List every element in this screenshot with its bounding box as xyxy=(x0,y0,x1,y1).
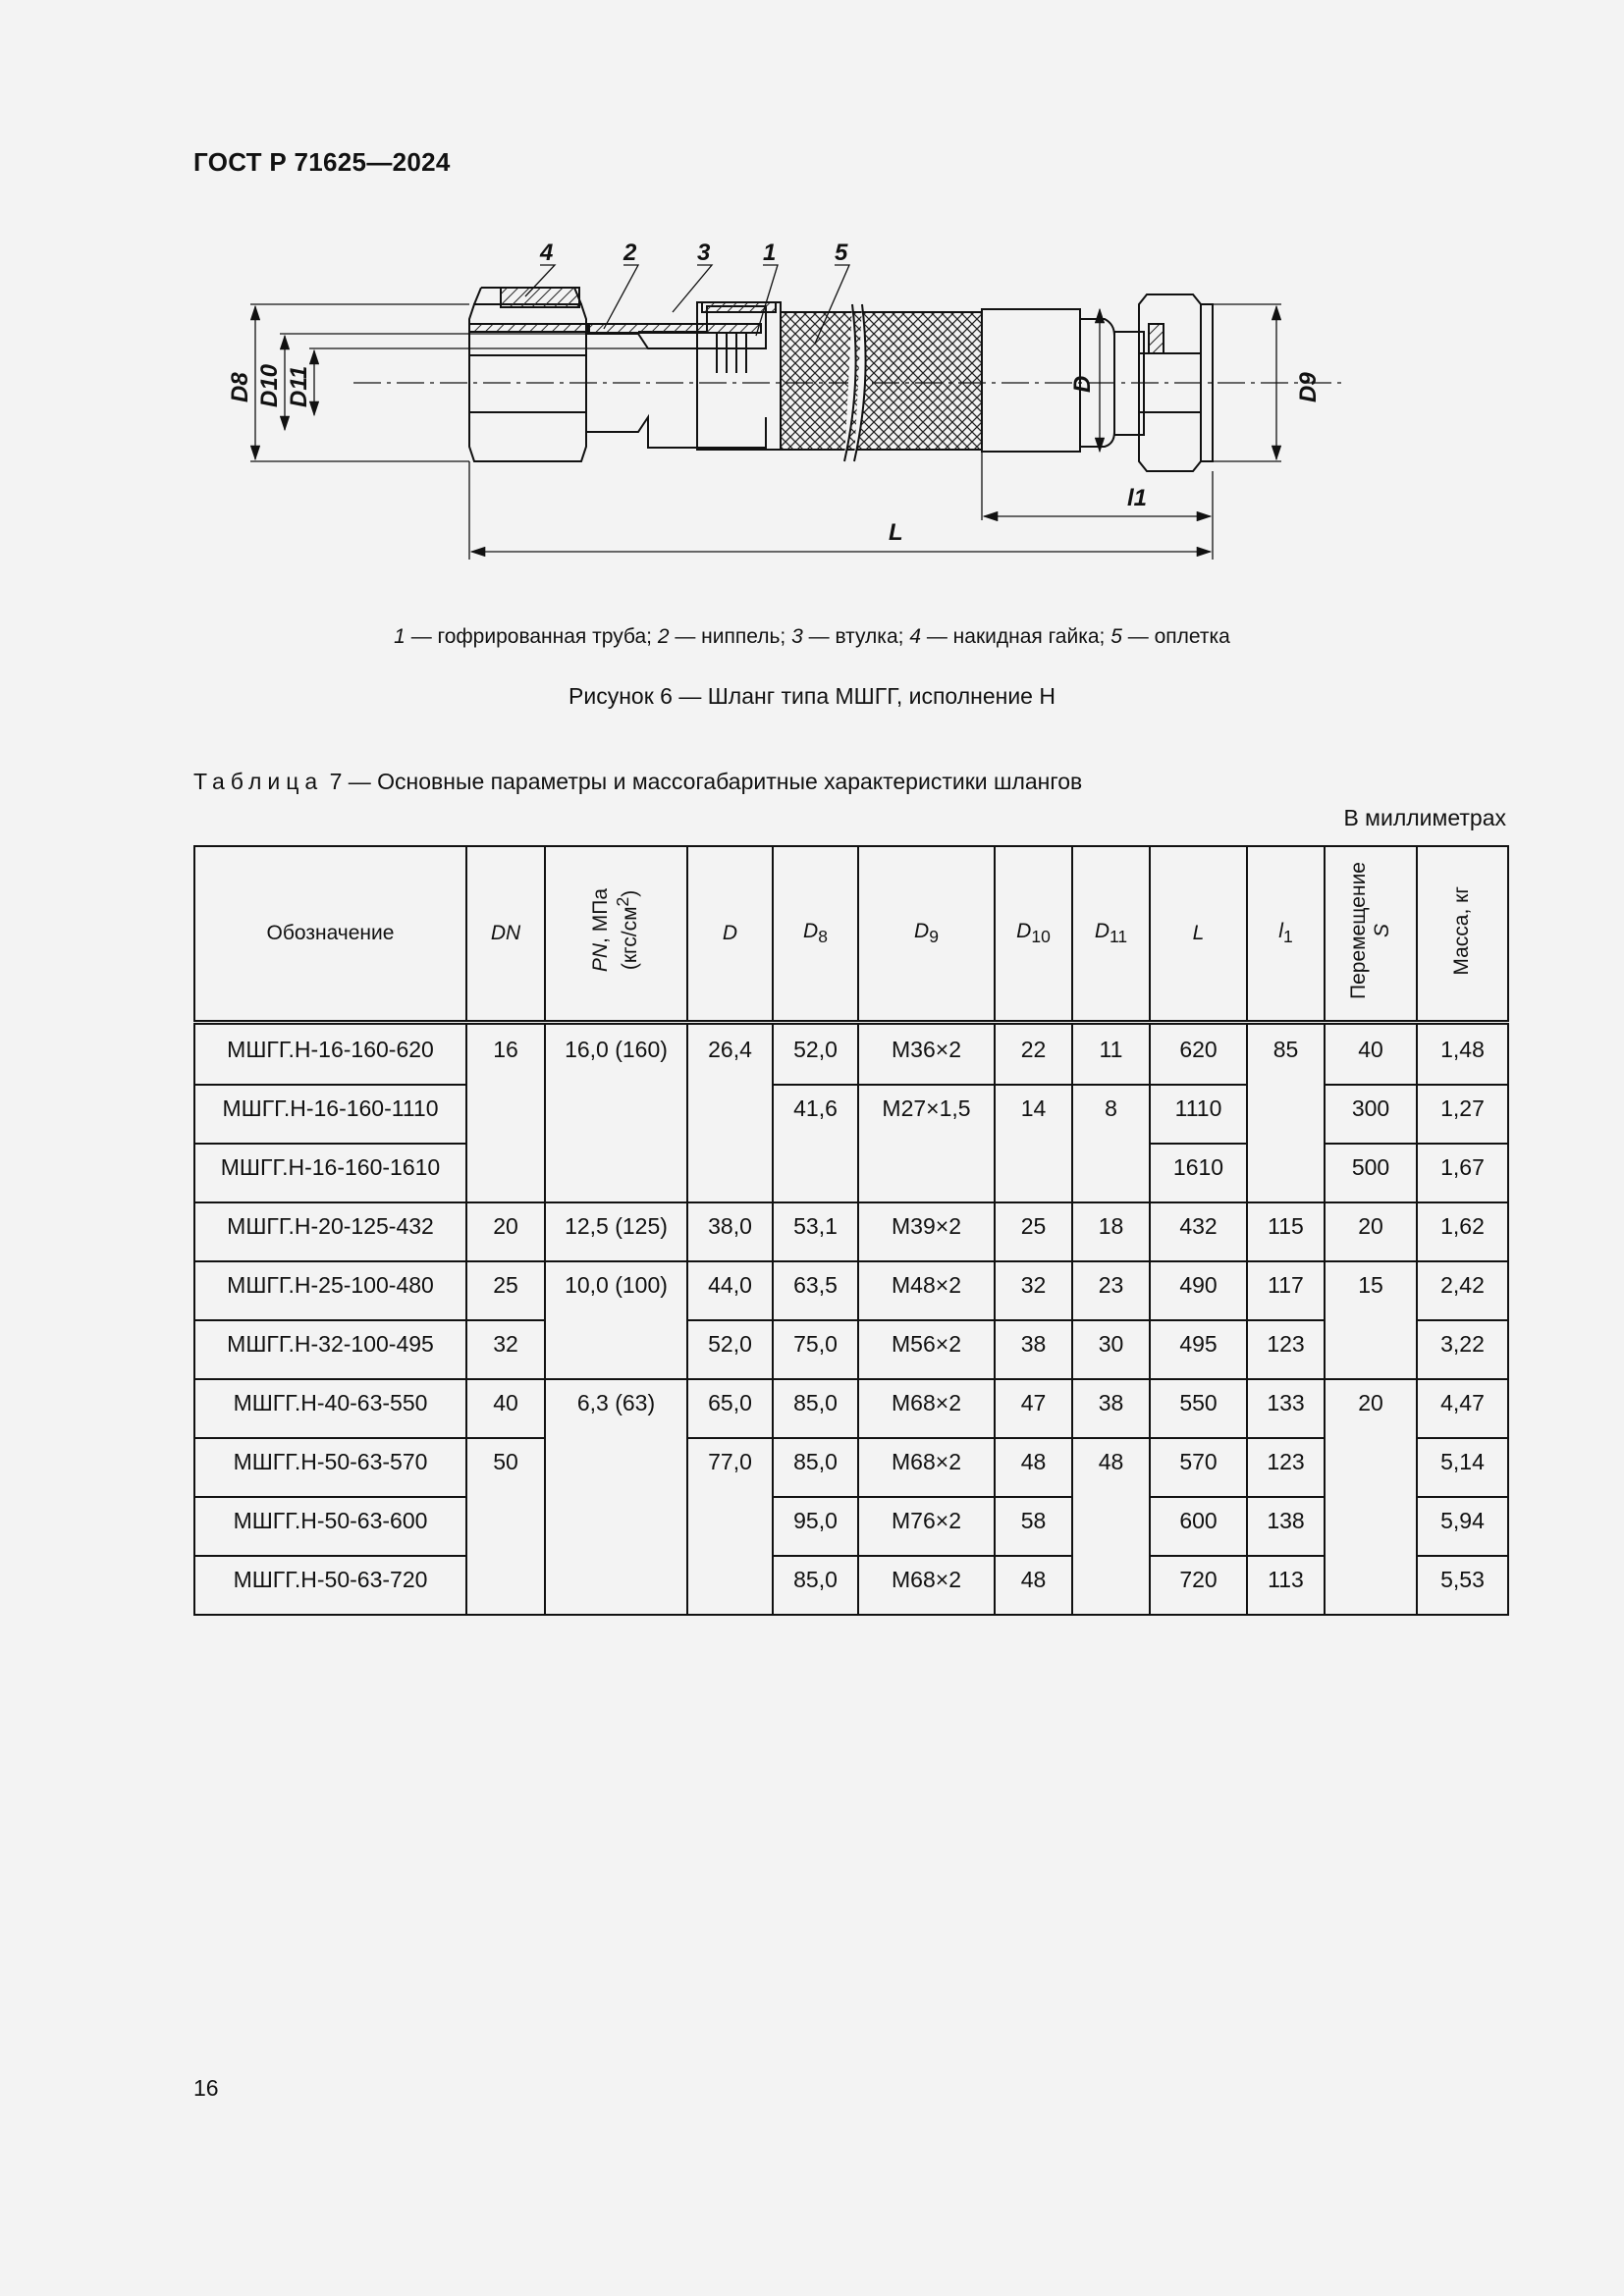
cell-d10: 32 xyxy=(995,1261,1072,1320)
legend-num-4: 4 xyxy=(909,625,921,648)
th-l1 xyxy=(1247,846,1325,1023)
th-d11 xyxy=(1072,846,1150,1023)
table-row xyxy=(194,1556,1508,1615)
cell-name: МШГГ.Н-32-100-495 xyxy=(194,1320,466,1379)
th-d8-sub: 8 xyxy=(818,927,828,947)
cell-name: МШГГ.Н-50-63-600 xyxy=(194,1497,466,1556)
figure-legend xyxy=(0,625,1624,649)
cell-d: 26,4 xyxy=(687,1023,773,1203)
callout-2: 2 xyxy=(623,240,637,266)
braided-hose xyxy=(781,312,982,450)
cell-l1: 133 xyxy=(1247,1379,1325,1438)
cell-d10: 48 xyxy=(995,1438,1072,1497)
legend-num-1: 1 xyxy=(394,625,406,648)
cell-l1: 123 xyxy=(1247,1320,1325,1379)
dim-d9: D9 xyxy=(1295,372,1322,402)
cell-l: 432 xyxy=(1150,1202,1247,1261)
cell-mass: 1,62 xyxy=(1417,1202,1508,1261)
legend-num-2: 2 xyxy=(657,625,670,648)
cell-d11: 30 xyxy=(1072,1320,1150,1379)
cell-d10: 47 xyxy=(995,1379,1072,1438)
cell-s: 40 xyxy=(1325,1023,1417,1086)
cell-d9: М36×2 xyxy=(858,1023,995,1086)
th-d10-sub: 10 xyxy=(1031,927,1051,947)
right-fitting xyxy=(982,309,1080,452)
dim-d11: D11 xyxy=(286,365,312,407)
table-row xyxy=(194,1320,1508,1379)
legend-num-3: 3 xyxy=(791,625,803,648)
cell-d8: 95,0 xyxy=(773,1497,858,1556)
cell-pn: 16,0 (160) xyxy=(545,1023,687,1203)
table-row xyxy=(194,1438,1508,1497)
cell-d8: 85,0 xyxy=(773,1438,858,1497)
th-d9-base: D xyxy=(914,919,930,942)
cell-dn: 20 xyxy=(466,1202,545,1261)
cell-dn: 50 xyxy=(466,1438,545,1615)
cell-d10: 58 xyxy=(995,1497,1072,1556)
th-d9-sub: 9 xyxy=(929,927,939,947)
cell-l: 620 xyxy=(1150,1023,1247,1086)
cell-d9: М56×2 xyxy=(858,1320,995,1379)
th-d11-base: D xyxy=(1094,919,1110,942)
cell-d11: 38 xyxy=(1072,1379,1150,1438)
cell-pn: 6,3 (63) xyxy=(545,1379,687,1615)
th-movement-line2: S xyxy=(1371,923,1393,937)
figure-caption: Рисунок 6 — Шланг типа МШГГ, исполнение Н xyxy=(568,683,1056,709)
cell-mass: 3,22 xyxy=(1417,1320,1508,1379)
cell-name: МШГГ.Н-20-125-432 xyxy=(194,1202,466,1261)
legend-text-2: — ниппель; xyxy=(669,625,792,648)
legend-text-3: — втулка; xyxy=(802,625,910,648)
cell-d: 52,0 xyxy=(687,1320,773,1379)
cell-mass: 5,94 xyxy=(1417,1497,1508,1556)
cell-d: 77,0 xyxy=(687,1438,773,1615)
cell-l: 550 xyxy=(1150,1379,1247,1438)
cell-d8: 53,1 xyxy=(773,1202,858,1261)
dim-d: D xyxy=(1069,375,1096,393)
th-d8 xyxy=(773,846,858,1023)
th-l1-base: l xyxy=(1278,919,1283,942)
callout-5: 5 xyxy=(835,240,848,266)
dim-l: L xyxy=(889,519,903,546)
th-l: L xyxy=(1150,846,1247,1023)
cell-d10: 22 xyxy=(995,1023,1072,1086)
legend-text-1: — гофрированная труба; xyxy=(405,625,658,648)
cell-l: 1610 xyxy=(1150,1144,1247,1202)
cell-mass: 1,27 xyxy=(1417,1085,1508,1144)
table-row xyxy=(194,1261,1508,1320)
th-d9 xyxy=(858,846,995,1023)
cell-d11: 48 xyxy=(1072,1438,1150,1615)
cell-d11: 8 xyxy=(1072,1085,1150,1202)
cell-l: 570 xyxy=(1150,1438,1247,1497)
cell-dn: 16 xyxy=(466,1023,545,1203)
th-pn xyxy=(545,846,687,1023)
cell-mass: 1,67 xyxy=(1417,1144,1508,1202)
cell-name: МШГГ.Н-16-160-620 xyxy=(194,1023,466,1086)
th-d10-base: D xyxy=(1016,919,1032,942)
cell-dn: 40 xyxy=(466,1379,545,1438)
cell-d9: М76×2 xyxy=(858,1497,995,1556)
table-title-prefix: Таблица xyxy=(193,769,324,794)
cell-l: 490 xyxy=(1150,1261,1247,1320)
cell-l1: 115 xyxy=(1247,1202,1325,1261)
callout-3: 3 xyxy=(697,240,711,266)
cell-s: 15 xyxy=(1325,1261,1417,1379)
document-header: ГОСТ Р 71625—2024 xyxy=(193,147,451,177)
cell-name: МШГГ.Н-25-100-480 xyxy=(194,1261,466,1320)
th-dn: DN xyxy=(466,846,545,1023)
parameters-table xyxy=(193,845,1509,1616)
cell-d: 65,0 xyxy=(687,1379,773,1438)
cell-mass: 5,14 xyxy=(1417,1438,1508,1497)
cell-d9: М39×2 xyxy=(858,1202,995,1261)
th-d: D xyxy=(687,846,773,1023)
cell-d8: 85,0 xyxy=(773,1379,858,1438)
cell-d10: 14 xyxy=(995,1085,1072,1202)
cell-d8: 75,0 xyxy=(773,1320,858,1379)
cell-mass: 2,42 xyxy=(1417,1261,1508,1320)
cell-s: 300 xyxy=(1325,1085,1417,1144)
cell-mass: 5,53 xyxy=(1417,1556,1508,1615)
dim-d10: D10 xyxy=(256,363,283,407)
cell-l1: 85 xyxy=(1247,1023,1325,1203)
cell-d9: М48×2 xyxy=(858,1261,995,1320)
th-pn-sup: 2 xyxy=(613,897,633,908)
table-units: В миллиметрах xyxy=(1343,805,1506,830)
cell-name: МШГГ.Н-50-63-720 xyxy=(194,1556,466,1615)
legend-num-5: 5 xyxy=(1110,625,1122,648)
cell-l1: 113 xyxy=(1247,1556,1325,1615)
cell-name: МШГГ.Н-16-160-1610 xyxy=(194,1144,466,1202)
cell-l: 720 xyxy=(1150,1556,1247,1615)
cell-l1: 123 xyxy=(1247,1438,1325,1497)
table-row xyxy=(194,1023,1508,1086)
th-pn-line2: (кгс/см xyxy=(619,907,642,971)
legend-text-4: — накидная гайка; xyxy=(921,625,1111,648)
table-row xyxy=(194,1497,1508,1556)
cell-d8: 41,6 xyxy=(773,1085,858,1202)
cell-d11: 11 xyxy=(1072,1023,1150,1086)
cell-l1: 138 xyxy=(1247,1497,1325,1556)
cell-s: 20 xyxy=(1325,1379,1417,1615)
cell-d10: 25 xyxy=(995,1202,1072,1261)
th-d10 xyxy=(995,846,1072,1023)
hose-drawing xyxy=(227,226,1365,569)
th-mass xyxy=(1417,846,1508,1023)
cell-name: МШГГ.Н-40-63-550 xyxy=(194,1379,466,1438)
cell-dn: 25 xyxy=(466,1261,545,1320)
cell-d8: 52,0 xyxy=(773,1023,858,1086)
cell-s: 500 xyxy=(1325,1144,1417,1202)
cell-pn: 12,5 (125) xyxy=(545,1202,687,1261)
cell-name: МШГГ.Н-16-160-1110 xyxy=(194,1085,466,1144)
th-designation: Обозначение xyxy=(194,846,466,1023)
cell-pn: 10,0 (100) xyxy=(545,1261,687,1379)
th-pn-close: ) xyxy=(619,890,642,898)
table-title-rest: 7 — Основные параметры и массогабаритные характеристики шлангов xyxy=(323,769,1083,794)
table-title xyxy=(193,769,1082,795)
cell-mass: 4,47 xyxy=(1417,1379,1508,1438)
cell-d: 38,0 xyxy=(687,1202,773,1261)
dim-d8: D8 xyxy=(227,372,253,402)
cell-l: 1110 xyxy=(1150,1085,1247,1144)
table-row xyxy=(194,1379,1508,1438)
cell-d9: М68×2 xyxy=(858,1379,995,1438)
cell-mass: 1,48 xyxy=(1417,1023,1508,1086)
cell-d: 44,0 xyxy=(687,1261,773,1320)
th-l1-sub: 1 xyxy=(1282,927,1293,947)
cell-d10: 38 xyxy=(995,1320,1072,1379)
cell-d9: М27×1,5 xyxy=(858,1085,995,1202)
cell-l: 600 xyxy=(1150,1497,1247,1556)
th-mass-label: Масса, кг xyxy=(1450,885,1474,976)
th-movement-line1: Перемещение xyxy=(1346,862,1370,999)
th-d8-base: D xyxy=(803,919,819,942)
cell-d8: 63,5 xyxy=(773,1261,858,1320)
cell-name: МШГГ.Н-50-63-570 xyxy=(194,1438,466,1497)
cell-d11: 18 xyxy=(1072,1202,1150,1261)
cell-d8: 85,0 xyxy=(773,1556,858,1615)
cell-l: 495 xyxy=(1150,1320,1247,1379)
th-movement xyxy=(1325,846,1417,1023)
dim-l1: l1 xyxy=(1127,485,1148,511)
cell-s: 20 xyxy=(1325,1202,1417,1261)
callout-4: 4 xyxy=(540,240,554,266)
cell-l1: 117 xyxy=(1247,1261,1325,1320)
page-number: 16 xyxy=(193,2075,219,2101)
table-row xyxy=(194,1202,1508,1261)
legend-text-5: — оплетка xyxy=(1121,625,1230,648)
callout-1: 1 xyxy=(763,240,777,266)
cell-d11: 23 xyxy=(1072,1261,1150,1320)
cell-d9: М68×2 xyxy=(858,1556,995,1615)
th-d11-sub: 11 xyxy=(1110,927,1128,947)
cell-d9: М68×2 xyxy=(858,1438,995,1497)
cell-d10: 48 xyxy=(995,1556,1072,1615)
th-pn-rest: , МПа xyxy=(589,888,613,944)
th-pn-italic: PN xyxy=(589,943,613,973)
cell-dn: 32 xyxy=(466,1320,545,1379)
